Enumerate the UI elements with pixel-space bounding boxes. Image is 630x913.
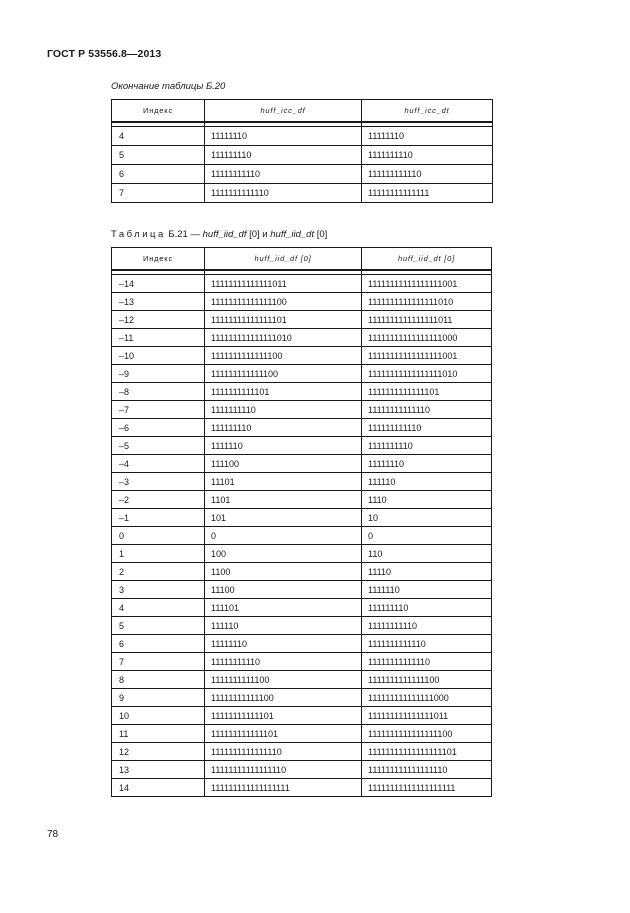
dt-code-cell: 111111110 (362, 599, 492, 617)
index-cell: 7 (112, 184, 205, 203)
table-header-row (112, 100, 493, 123)
df-code-cell: 1111111111110 (205, 184, 362, 203)
column-header-huff-icc-dt: huff_icc_dt (362, 100, 493, 123)
dt-code-cell: 1111111111111111100 (362, 725, 492, 743)
index-cell: –9 (112, 365, 205, 383)
index-cell: –12 (112, 311, 205, 329)
index-cell: 7 (112, 653, 205, 671)
table-row (112, 401, 492, 419)
table-row (112, 455, 492, 473)
table-b20 (111, 99, 493, 203)
index-cell: 13 (112, 761, 205, 779)
dt-code-cell: 111111111110 (362, 165, 493, 184)
df-code-cell: 1111110 (205, 437, 362, 455)
df-code-cell: 0 (205, 527, 362, 545)
table-row (112, 437, 492, 455)
df-code-cell: 11111110 (205, 127, 362, 146)
df-code-cell: 111111111111101 (205, 725, 362, 743)
caption-term-dt: huff_iid_dt (270, 229, 315, 240)
table-b21-body (112, 270, 492, 797)
dt-code-cell: 110 (362, 545, 492, 563)
df-code-cell: 111111111111111010 (205, 329, 362, 347)
index-cell: 4 (112, 599, 205, 617)
table-row (112, 127, 493, 146)
index-cell: –11 (112, 329, 205, 347)
caption-end: [0] (316, 229, 328, 240)
index-cell: –13 (112, 293, 205, 311)
df-code-cell: 111111111111111111 (205, 779, 362, 797)
table-row (112, 545, 492, 563)
table-row (112, 146, 493, 165)
dt-code-cell: 11111110 (362, 127, 493, 146)
df-code-cell: 111111110 (205, 146, 362, 165)
column-header-index: Индекс (112, 100, 205, 123)
df-code-cell: 11101 (205, 473, 362, 491)
df-code-cell: 111110 (205, 617, 362, 635)
index-cell: 5 (112, 617, 205, 635)
dt-code-cell: 11111111111110 (362, 653, 492, 671)
table-row (112, 599, 492, 617)
column-header-huff-iid-dt: huff_iid_dt [0] (362, 248, 492, 271)
table-row (112, 563, 492, 581)
df-code-cell: 11111111111100 (205, 689, 362, 707)
table-row (112, 707, 492, 725)
table-row (112, 275, 492, 293)
table-row (112, 329, 492, 347)
df-code-cell: 111111111111100 (205, 365, 362, 383)
page-number: 78 (47, 829, 59, 840)
dt-code-cell: 11110 (362, 563, 492, 581)
table-row (112, 293, 492, 311)
table-row (112, 689, 492, 707)
index-cell: –4 (112, 455, 205, 473)
index-cell: –7 (112, 401, 205, 419)
table-row (112, 365, 492, 383)
df-code-cell: 11111111111111110 (205, 761, 362, 779)
df-code-cell: 1100 (205, 563, 362, 581)
index-cell: –1 (112, 509, 205, 527)
table-row (112, 725, 492, 743)
dt-code-cell: 111110 (362, 473, 492, 491)
caption-term-df: huff_iid_df (202, 229, 247, 240)
table-row (112, 419, 492, 437)
index-cell: –14 (112, 275, 205, 293)
df-code-cell: 1111111111101 (205, 383, 362, 401)
index-cell: 10 (112, 707, 205, 725)
df-code-cell: 11111111110 (205, 165, 362, 184)
df-code-cell: 11111111110 (205, 653, 362, 671)
table-b21 (111, 247, 492, 797)
dt-code-cell: 11111111111111111111 (362, 779, 492, 797)
table-row (112, 184, 493, 203)
df-code-cell: 1101 (205, 491, 362, 509)
table-b20-caption: Окончание таблицы Б.20 (111, 81, 226, 92)
dt-code-cell: 11111111111110 (362, 401, 492, 419)
dt-code-cell: 1111111111110 (362, 635, 492, 653)
table-row (112, 617, 492, 635)
column-header-huff-iid-df: huff_iid_df [0] (205, 248, 362, 271)
dt-code-cell: 11111111111111111000 (362, 329, 492, 347)
df-code-cell: 11111111111111100 (205, 293, 362, 311)
df-code-cell: 1111111111100 (205, 671, 362, 689)
table-row (112, 779, 492, 797)
index-cell: 5 (112, 146, 205, 165)
df-code-cell: 11111110 (205, 635, 362, 653)
index-cell: –2 (112, 491, 205, 509)
index-cell: –10 (112, 347, 205, 365)
index-cell: –3 (112, 473, 205, 491)
index-cell: 12 (112, 743, 205, 761)
index-cell: –5 (112, 437, 205, 455)
table-row (112, 347, 492, 365)
caption-number: Б.21 — (168, 229, 200, 240)
column-header-huff-icc-df: huff_icc_df (205, 100, 362, 123)
table-row (112, 527, 492, 545)
dt-code-cell: 1111110 (362, 581, 492, 599)
df-code-cell: 11100 (205, 581, 362, 599)
df-code-cell: 100 (205, 545, 362, 563)
table-row (112, 581, 492, 599)
dt-code-cell: 10 (362, 509, 492, 527)
df-code-cell: 11111111111111101 (205, 311, 362, 329)
dt-code-cell: 11111111111111 (362, 184, 493, 203)
df-code-cell: 101 (205, 509, 362, 527)
dt-code-cell: 0 (362, 527, 492, 545)
table-row (112, 165, 493, 184)
df-code-cell: 1111111111111100 (205, 347, 362, 365)
dt-code-cell: 111111111111111000 (362, 689, 492, 707)
dt-code-cell: 111111111111111110 (362, 761, 492, 779)
index-cell: 3 (112, 581, 205, 599)
table-row (112, 671, 492, 689)
document-header: ГОСТ Р 53556.8—2013 (47, 48, 162, 60)
dt-code-cell: 1111111111111111011 (362, 311, 492, 329)
table-row (112, 491, 492, 509)
dt-code-cell: 1111111110 (362, 146, 493, 165)
column-header-index: Индекс (112, 248, 205, 271)
table-row (112, 743, 492, 761)
table-row (112, 653, 492, 671)
df-code-cell: 111111110 (205, 419, 362, 437)
dt-code-cell: 1110 (362, 491, 492, 509)
index-cell: 6 (112, 165, 205, 184)
dt-code-cell: 11111110 (362, 455, 492, 473)
dt-code-cell: 11111111111111111001 (362, 347, 492, 365)
dt-code-cell: 1111111111111111010 (362, 293, 492, 311)
dt-code-cell: 1111111111111101 (362, 383, 492, 401)
index-cell: –6 (112, 419, 205, 437)
dt-code-cell: 11111111110 (362, 617, 492, 635)
index-cell: 4 (112, 127, 205, 146)
caption-prefix: Таблица (111, 229, 166, 240)
index-cell: 0 (112, 527, 205, 545)
table-header-row (112, 248, 492, 271)
df-code-cell: 1111111111111110 (205, 743, 362, 761)
dt-code-cell: 1111111110 (362, 437, 492, 455)
dt-code-cell: 11111111111111111001 (362, 275, 492, 293)
dt-code-cell: 111111111111111011 (362, 707, 492, 725)
dt-code-cell: 111111111110 (362, 419, 492, 437)
table-row (112, 509, 492, 527)
index-cell: 8 (112, 671, 205, 689)
table-row (112, 311, 492, 329)
index-cell: 1 (112, 545, 205, 563)
df-code-cell: 111101 (205, 599, 362, 617)
index-cell: 6 (112, 635, 205, 653)
df-code-cell: 111100 (205, 455, 362, 473)
index-cell: 14 (112, 779, 205, 797)
index-cell: 2 (112, 563, 205, 581)
dt-code-cell: 11111111111111111101 (362, 743, 492, 761)
table-row (112, 761, 492, 779)
table-row (112, 383, 492, 401)
index-cell: 9 (112, 689, 205, 707)
df-code-cell: 1111111110 (205, 401, 362, 419)
df-code-cell: 11111111111111011 (205, 275, 362, 293)
index-cell: 11 (112, 725, 205, 743)
dt-code-cell: 1111111111111100 (362, 671, 492, 689)
dt-code-cell: 11111111111111111010 (362, 365, 492, 383)
index-cell: –8 (112, 383, 205, 401)
table-row (112, 635, 492, 653)
table-row (112, 473, 492, 491)
table-b20-body (112, 122, 493, 203)
table-b21-caption (111, 229, 327, 240)
caption-mid: [0] и (249, 229, 268, 240)
df-code-cell: 11111111111101 (205, 707, 362, 725)
